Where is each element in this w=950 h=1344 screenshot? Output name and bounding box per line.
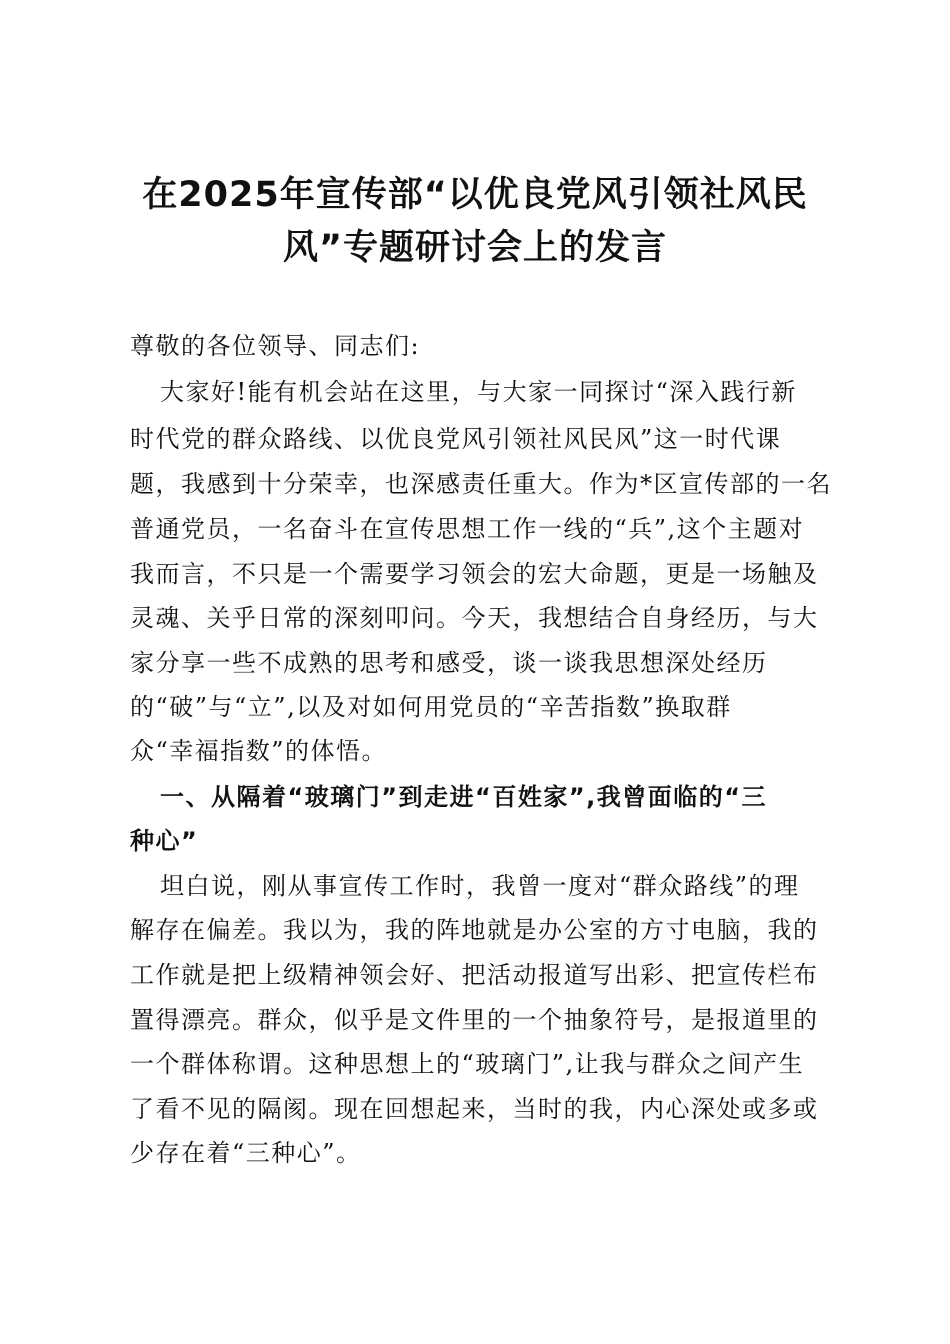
intro-line: 普通党员，一名奋斗在宣传思想工作一线的“兵”,这个主题对 (130, 515, 805, 543)
body-line: 置得漂亮。群众，似乎是文件里的一个抽象符号，是报道里的 (130, 1006, 819, 1034)
intro-line: 我而言，不只是一个需要学习领会的宏大命题，更是一场触及 (130, 560, 819, 588)
body-line: 解存在偏差。我以为，我的阵地就是办公室的方寸电脑，我的 (130, 916, 819, 944)
section-heading-line: 种心” (130, 827, 199, 855)
intro-line: 时代党的群众路线、以优良党风引领社风民风”这一时代课 (130, 425, 782, 453)
document-title-line-2: 风”专题研讨会上的发言 (282, 228, 667, 268)
intro-line: 题，我感到十分荣幸，也深感责任重大。作为*区宣传部的一名 (130, 470, 832, 498)
section-heading-line: 一、从隔着“玻璃门”到走进“百姓家”,我曾面临的“三 (160, 783, 767, 811)
intro-line: 的“破”与“立”,以及对如何用党员的“辛苦指数”换取群 (130, 693, 732, 721)
intro-line: 灵魂、关乎日常的深刻叩问。今天，我想结合自身经历，与大 (130, 604, 819, 632)
intro-line: 家分享一些不成熟的思考和感受，谈一谈我思想深处经历 (130, 649, 768, 677)
intro-line: 众“幸福指数”的体悟。 (130, 737, 388, 765)
salutation: 尊敬的各位领导、同志们: (130, 332, 421, 360)
body-line: 了看不见的隔阂。现在回想起来，当时的我，内心深处或多或 (130, 1095, 819, 1123)
body-line: 坦白说，刚从事宣传工作时，我曾一度对“群众路线”的理 (160, 872, 800, 900)
body-line: 一个群体称谓。这种思想上的“玻璃门”,让我与群众之间产生 (130, 1050, 805, 1078)
body-line: 少存在着“三种心”。 (130, 1139, 362, 1167)
body-line: 工作就是把上级精神领会好、把活动报道写出彩、把宣传栏布 (130, 961, 819, 989)
intro-line: 大家好!能有机会站在这里，与大家一同探讨“深入践行新 (160, 378, 797, 406)
document-title-line-1: 在2025年宣传部“以优良党风引领社风民 (142, 175, 808, 215)
